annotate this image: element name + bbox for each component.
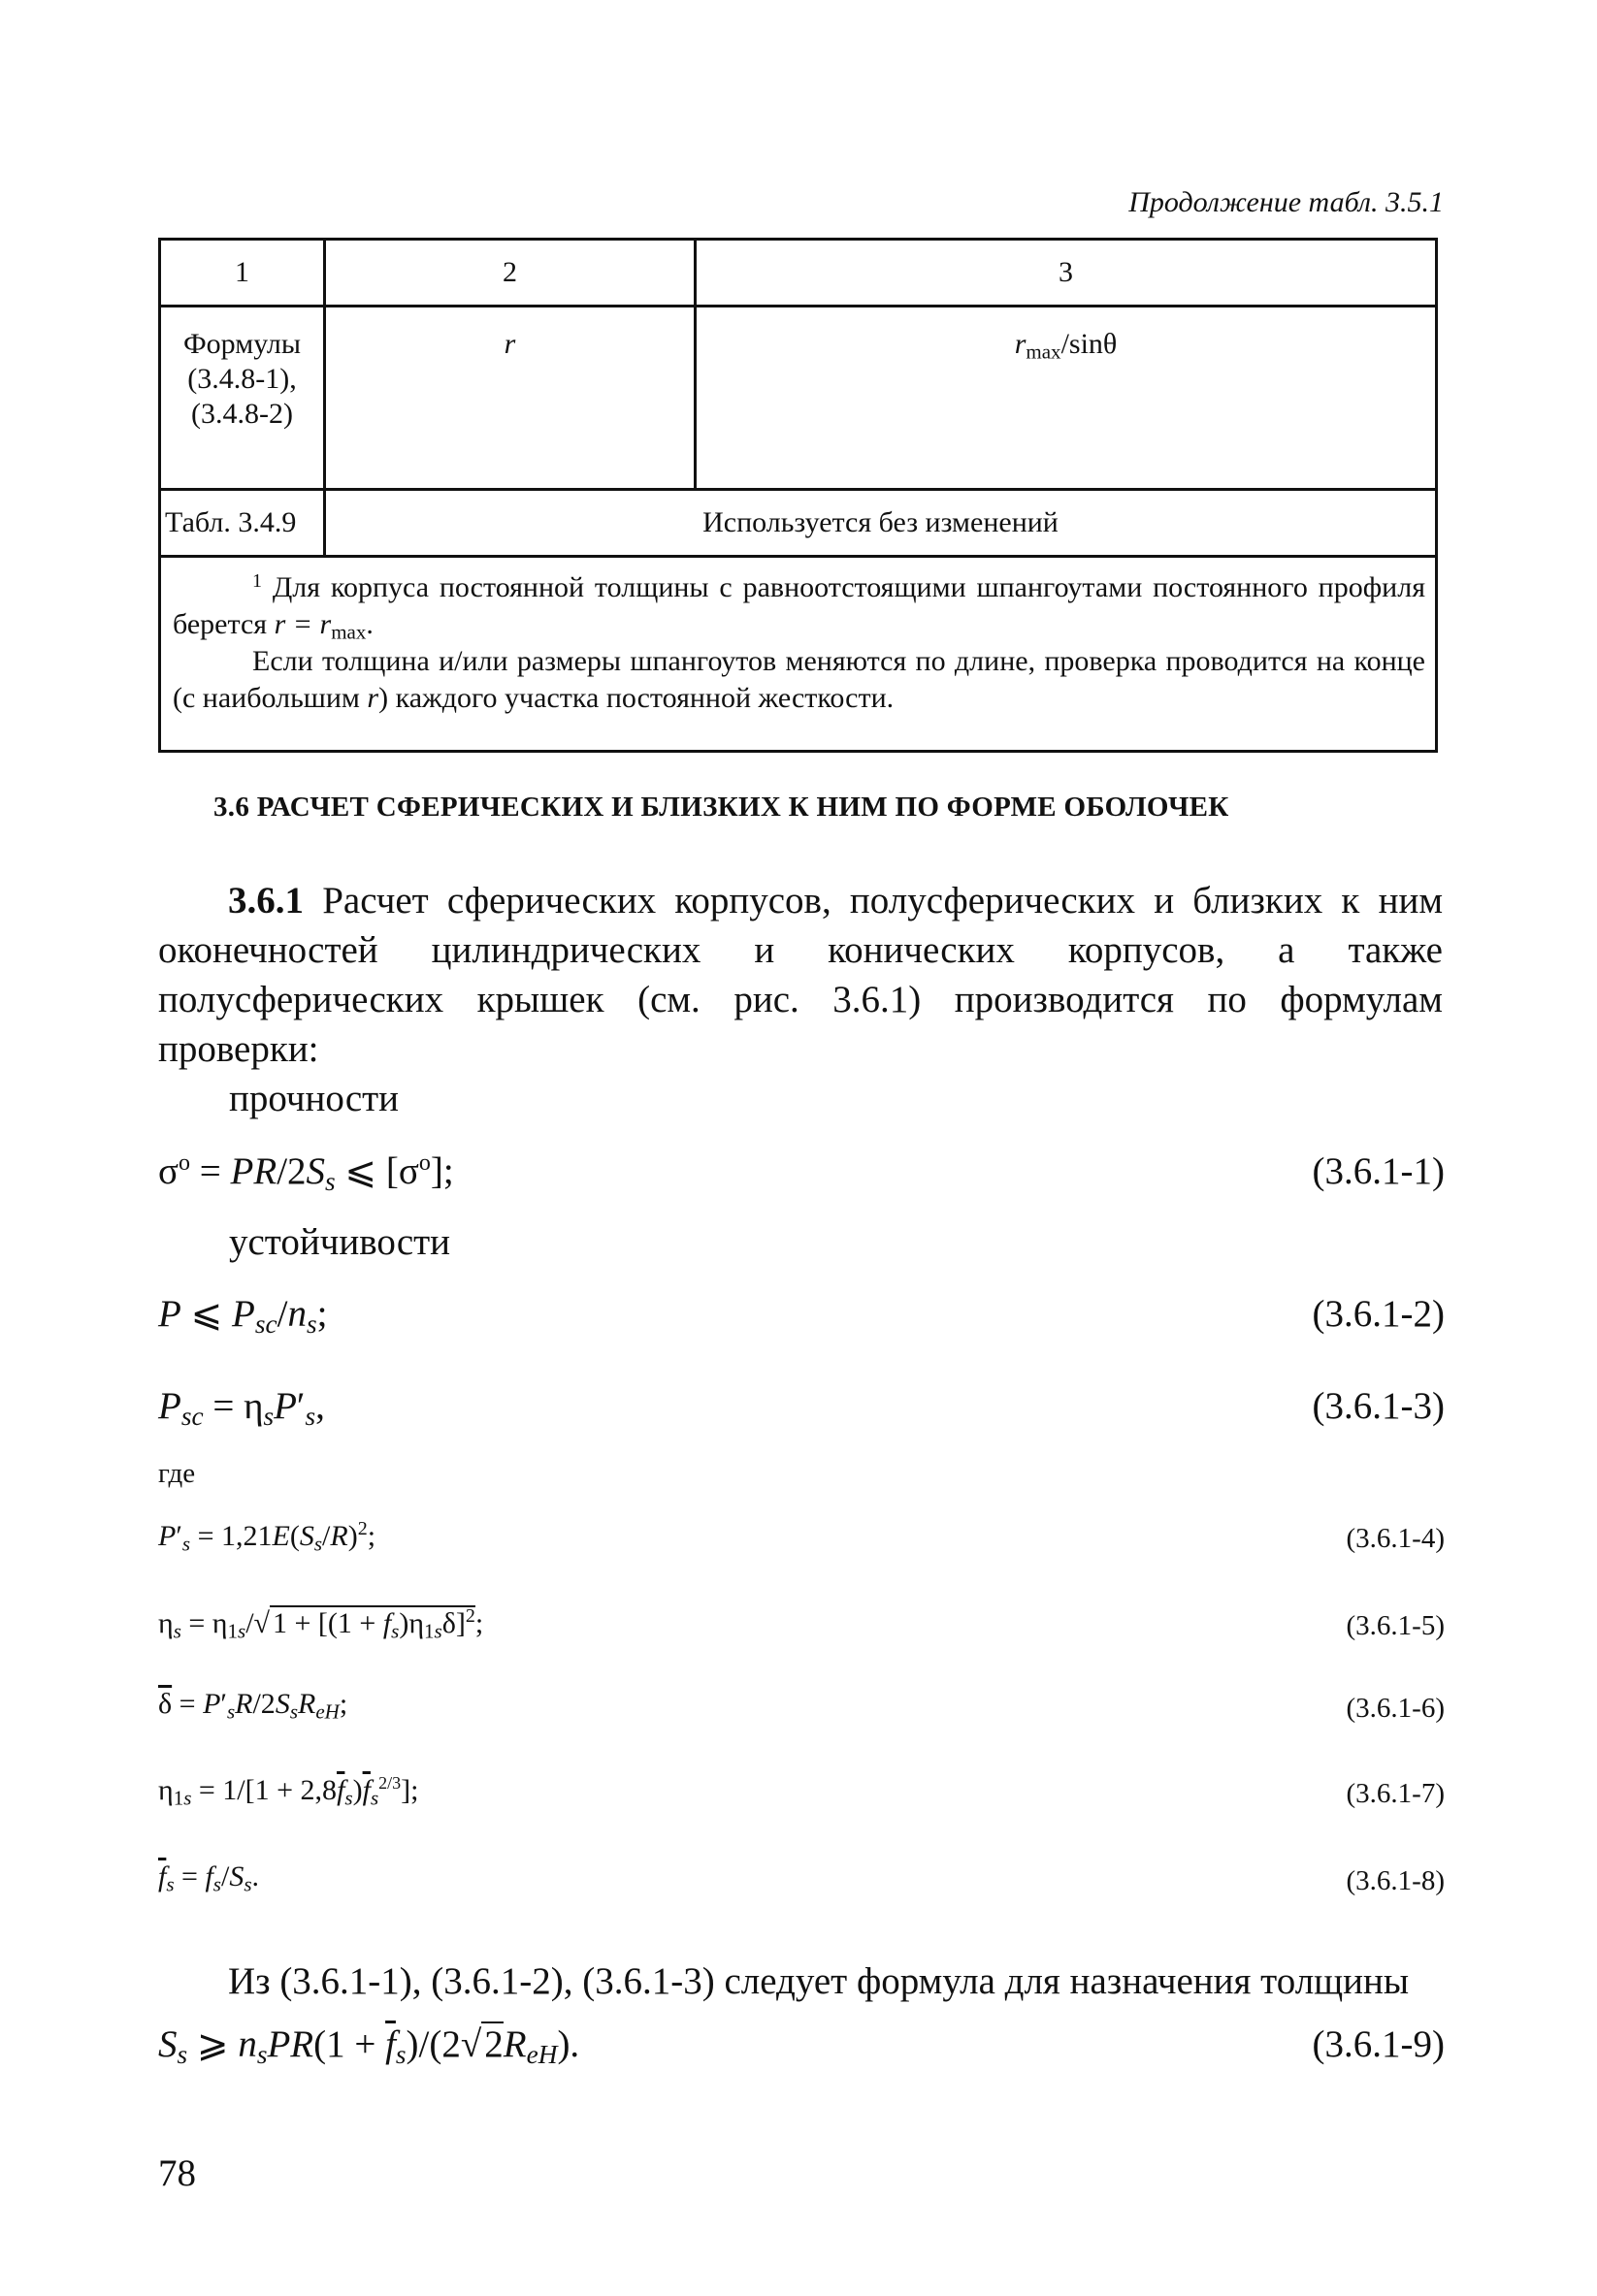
symbol-r-base: r <box>1014 328 1027 360</box>
equation-6: $\overline{\delta} = P'_sR/2S_sR_{eH}$; <box>158 1688 348 1724</box>
paragraph-text: Расчет сферических корпусов, полусферических и близких к ним оконечностей цилиндрических и конических корпусов, а также полусферических крышек (см. рис. 3.6.1) производится по формулам проверки: <box>158 880 1444 1070</box>
table-continuation-caption: Продолжение табл. 3.5.1 <box>1128 186 1444 218</box>
table-note-row <box>160 557 1437 752</box>
equation-1-number: (3.6.1-1) <box>1312 1150 1445 1192</box>
formulas-ref-line-2: (3.4.8-1), <box>187 363 297 395</box>
paragraph-3-6-1 <box>158 876 1443 1074</box>
equation-2: P ⩽ $P_{sc}/n_s$; <box>158 1293 328 1339</box>
table-note-cell <box>160 557 1437 752</box>
header-col-2: 2 <box>325 240 696 307</box>
symbol-r-sub: max <box>1026 340 1061 364</box>
note-line-1: $^1$ Для корпуса постоянной толщины с равноотстоящими шпангоутами постоянного профиля берется $r = r_{max}$. <box>173 570 1425 644</box>
equation-3-number: (3.6.1-3) <box>1312 1385 1445 1427</box>
formulas-ref-line-1: Формулы <box>182 328 302 360</box>
equation-1: $\sigma^o = PR/2S_s$ ⩽ $[\sigma^o]$; <box>158 1150 454 1196</box>
formulas-ref-line-3: (3.4.8-2) <box>191 398 293 430</box>
paragraph-number: 3.6.1 <box>228 880 304 922</box>
equation-2-number: (3.6.1-2) <box>1312 1293 1445 1335</box>
equation-8-number: (3.6.1-8) <box>1346 1865 1445 1896</box>
header-col-1: 1 <box>160 240 325 307</box>
continuation-table <box>158 238 1438 753</box>
note-marker: 1 <box>252 570 262 592</box>
table-349-ref: Табл. 3.4.9 <box>160 490 325 557</box>
equation-5: $\eta_s = \eta_{1s}/√$ $1 + [(1 + f_s)\eta_{1s}\delta]^2$; <box>158 1605 484 1643</box>
page-number: 78 <box>158 2152 196 2194</box>
equation-3: $P_{sc} = \eta_sP'_s$, <box>158 1385 325 1431</box>
equation-6-number: (3.6.1-6) <box>1346 1693 1445 1724</box>
equation-9: $S_s$ ⩾ $n_sPR(1 + \overline{f}_s)/(2√2R_{eH})$. <box>158 2023 580 2069</box>
table-349-value: Используется без изменений <box>325 490 1437 557</box>
paragraph-thickness: Из (3.6.1-1), (3.6.1-2), (3.6.1-3) следует формула для назначения толщины <box>228 1960 1410 2002</box>
table-row-table-349 <box>160 490 1437 557</box>
symbol-sin-theta: /sinθ <box>1060 328 1118 360</box>
section-heading: 3.6 РАСЧЕТ СФЕРИЧЕСКИХ И БЛИЗКИХ К НИМ ПО ФОРМЕ ОБОЛОЧЕК <box>213 792 1229 823</box>
formulas-col3-cell <box>696 307 1437 490</box>
label-where: где <box>158 1458 196 1489</box>
symbol-r: r <box>504 328 516 360</box>
equation-7-number: (3.6.1-7) <box>1346 1778 1445 1809</box>
note-line-2: Если толщина и/или размеры шпангоутов меняются по длине, проверка проводится на конце (с наибольшим r) каждого участка постоянной жесткости. <box>173 645 1425 714</box>
label-stability: устойчивости <box>229 1221 451 1263</box>
equation-4: $P'_s = 1,21E(S_s/R)^2$; <box>158 1518 376 1556</box>
equation-7: $\eta_{1s} = 1/[1 + 2,8\overline{f}_s)\overline{f}_s^{2/3}$]; <box>158 1773 419 1810</box>
table-row-formulas <box>160 307 1437 490</box>
header-col-3: 3 <box>696 240 1437 307</box>
formulas-ref-cell <box>160 307 325 490</box>
equation-5-number: (3.6.1-5) <box>1346 1610 1445 1641</box>
formulas-col2-cell <box>325 307 696 490</box>
equation-9-number: (3.6.1-9) <box>1312 2023 1445 2065</box>
equation-4-number: (3.6.1-4) <box>1346 1523 1445 1554</box>
equation-8: $\overline{f}_s = f_s/S_s$. <box>158 1860 260 1896</box>
label-strength: прочности <box>229 1078 400 1119</box>
table-header-row <box>160 240 1437 307</box>
